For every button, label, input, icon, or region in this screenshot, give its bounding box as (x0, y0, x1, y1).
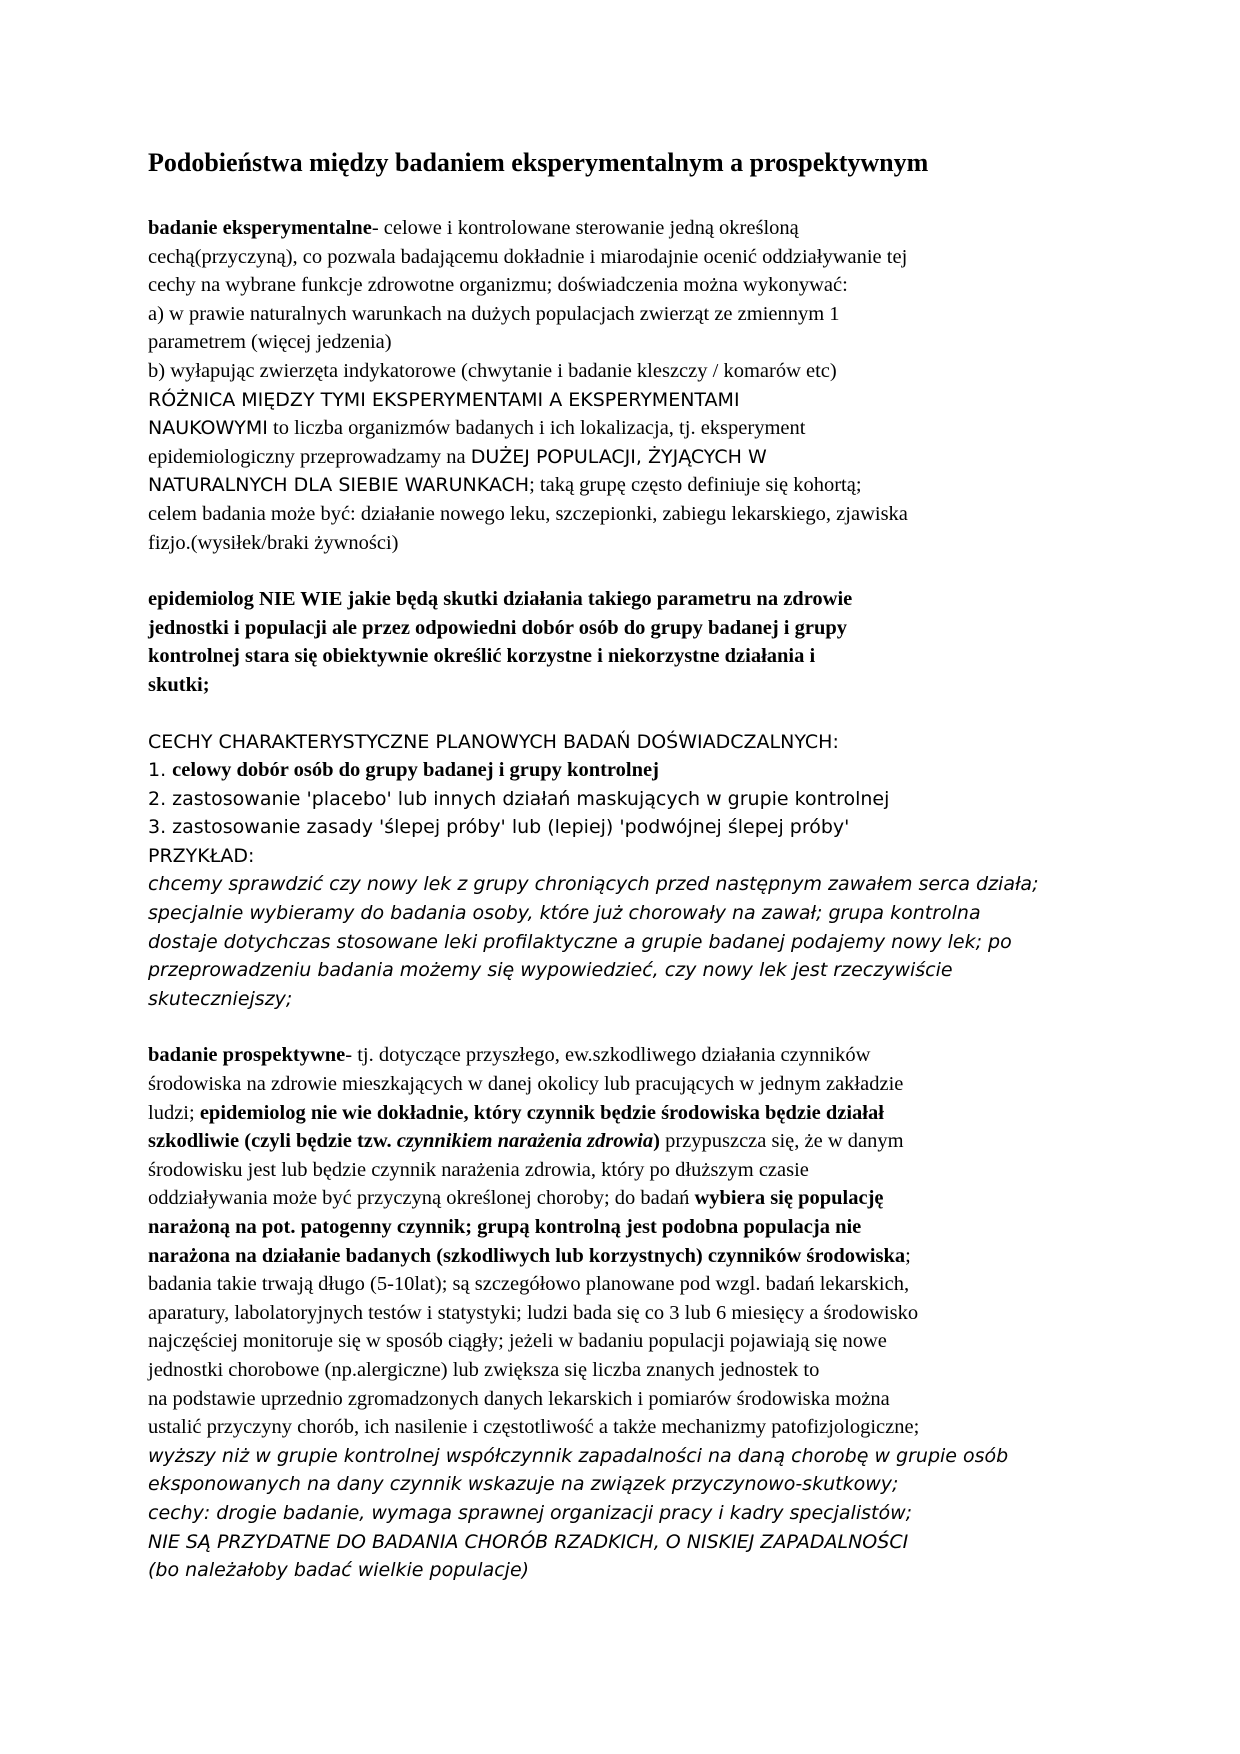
bold-text: ) (653, 1130, 660, 1153)
paragraph-line (148, 443, 1098, 472)
text-span: oddziaływania może być przyczyną określonej choroby; do badań (148, 1187, 695, 1210)
text-span: DUŻEJ POPULACJI, ŻYJĄCYCH W (470, 445, 767, 468)
list-number: 1. (148, 759, 173, 782)
example-line: chcemy sprawdzić czy nowy lek z grupy chroniących przed następnym zawałem serca działa; (148, 873, 1039, 896)
paragraph-line: cechy na wybrane funkcje zdrowotne organizmu; doświadczenia można wykonywać: (148, 274, 848, 297)
paragraph-line (148, 471, 1098, 500)
bold-text: epidemiolog NIE WIE jakie będą skutki działania takiego parametru na zdrowie (148, 588, 853, 611)
text-span: ; (905, 1244, 911, 1267)
italic-line: NIE SĄ PRZYDATNE DO BADANIA CHORÓB RZADKICH, O NISKIEJ ZAPADALNOŚCI (148, 1530, 909, 1553)
italic-line: eksponowanych na dany czynnik wskazuje na związek przyczynowo-skutkowy; (148, 1473, 899, 1496)
term-experimental: badanie eksperymentalne (148, 217, 372, 239)
list-item (148, 756, 1098, 785)
section-experimental (148, 214, 1098, 557)
paragraph-line: b) wyłapując zwierzęta indykatorowe (chwytanie i badanie kleszczy / komarów etc) (148, 359, 837, 382)
bold-text: kontrolnej stara się obiektywnie określić korzystne i niekorzystne działania i (148, 645, 816, 668)
paragraph-line: najczęściej monitoruje się w sposób ciągły; jeżeli w badaniu populacji pojawiają się nowe (148, 1330, 887, 1353)
spacer (148, 1013, 1098, 1041)
list-item: 2. zastosowanie 'placebo' lub innych działań maskujących w grupie kontrolnej (148, 787, 890, 810)
italic-line: wyższy niż w grupie kontrolnej współczynnik zapadalności na daną chorobę w grupie osób (148, 1444, 1009, 1467)
paragraph-line: aparatury, labolatoryjnych testów i statystyki; ludzi bada się co 3 lub 6 miesięcy a środowisko (148, 1301, 919, 1324)
bold-text: epidemiolog nie wie dokładnie, który czynnik będzie środowiska będzie działał (199, 1101, 884, 1124)
paragraph-line (148, 585, 1098, 614)
paragraph-line: fizjo.(wysiłek/braki żywności) (148, 531, 399, 554)
text-span: NAUKOWYMI (148, 417, 268, 440)
text-span: ; taką grupę często definiuje się kohortą; (529, 474, 862, 497)
paragraph-line (148, 1184, 1098, 1213)
text-span: to liczba organizmów badanych i ich lokalizacja, tj. eksperyment (267, 417, 806, 440)
example-line: specjalnie wybieramy do badania osoby, które już chorowały na zawał; grupa kontrolna (148, 902, 981, 925)
bold-text: szkodliwie (czyli będzie tzw. (148, 1130, 397, 1153)
text-span: - tj. dotyczące przyszłego, ew.szkodliwego działania czynników (345, 1044, 871, 1067)
text-span: NATURALNYCH DLA SIEBIE WARUNKACH (148, 474, 530, 497)
paragraph-line (148, 671, 1098, 700)
paragraph-line: środowiska na zdrowie mieszkających w danej okolicy lub pracujących w jednym zakładzie (148, 1073, 904, 1096)
paragraph-line: środowisku jest lub będzie czynnik narażenia zdrowia, który po dłuższym czasie (148, 1158, 809, 1181)
paragraph-line: cechą(przyczyną), co pozwala badającemu dokładnie i miarodajnie ocenić oddziaływanie tej (148, 245, 908, 268)
paragraph-line: RÓŻNICA MIĘDZY TYMI EKSPERYMENTAMI A EKSPERYMENTAMI (148, 388, 740, 411)
spacer (148, 700, 1098, 728)
text-span: epidemiologiczny przeprowadzamy na (148, 445, 471, 468)
spacer (148, 557, 1098, 585)
list-item: 3. zastosowanie zasady 'ślepej próby' lub (lepiej) 'podwójnej ślepej próby' (148, 816, 850, 839)
bold-text: jednostki i populacji ale przez odpowiedni dobór osób do grupy badanej i grupy (148, 616, 848, 639)
bold-paragraph (148, 585, 1098, 699)
bold-italic-text: czynnikiem narażenia zdrowia (396, 1130, 654, 1153)
paragraph-line (148, 214, 1098, 243)
bold-text: wybiera się populację (694, 1187, 884, 1210)
page-title: Podobieństwa między badaniem eksperymentalnym a prospektywnym (148, 148, 929, 177)
paragraph-line (148, 614, 1098, 643)
paragraph-line (148, 1127, 1098, 1156)
paragraph-line: badania takie trwają długo (5-10lat); są szczegółowo planowane pod wzgl. badań lekarskich, (148, 1273, 910, 1296)
text-span: ludzi; (148, 1101, 200, 1124)
paragraph-line (148, 1242, 1098, 1271)
list-item-text: celowy dobór osób do grupy badanej i grupy kontrolnej (172, 759, 659, 782)
paragraph-line: jednostki chorobowe (np.alergiczne) lub zwiększa się liczba znanych jednostek to (148, 1358, 820, 1381)
document-body (148, 146, 1098, 1585)
example-line: dostaje dotychczas stosowane leki profilaktyczne a grupie badanej podajemy nowy lek; po (148, 930, 1012, 953)
example-label: PRZYKŁAD: (148, 844, 255, 867)
paragraph-line (148, 642, 1098, 671)
term-prospective: badanie prospektywne (148, 1044, 346, 1067)
paragraph-line (148, 1213, 1098, 1242)
paragraph-line (148, 1099, 1098, 1128)
bold-text: skutki; (148, 673, 210, 696)
bold-text: narażona na działanie badanych (szkodliwych lub korzystnych) czynników środowiska (148, 1244, 906, 1267)
section-prospective (148, 1041, 1098, 1584)
definition-text: - celowe i kontrolowane sterowanie jedną określoną (371, 217, 799, 239)
text-span: przypuszcza się, że w danym (659, 1130, 904, 1153)
paragraph-line: a) w prawie naturalnych warunkach na dużych populacjach zwierząt ze zmiennym 1 (148, 302, 840, 325)
paragraph-line (148, 1041, 1098, 1070)
paragraph-line: na podstawie uprzednio zgromadzonych danych lekarskich i pomiarów środowiska można (148, 1387, 890, 1410)
example-line: skuteczniejszy; (148, 987, 293, 1010)
paragraph-line: celem badania może być: działanie nowego leku, szczepionki, zabiegu lekarskiego, zjawiska (148, 502, 908, 525)
features-heading: CECHY CHARAKTERYSTYCZNE PLANOWYCH BADAŃ DOŚWIADCZALNYCH: (148, 730, 839, 753)
paragraph-line: parametrem (więcej jedzenia) (148, 331, 392, 354)
example-line: przeprowadzeniu badania możemy się wypowiedzieć, czy nowy lek jest rzeczywiście (148, 959, 953, 982)
bold-text: narażoną na pot. patogenny czynnik; grupą kontrolną jest podobna populacja nie (148, 1216, 862, 1238)
paragraph-line: ustalić przyczyny chorób, ich nasilenie i częstotliwość a także mechanizmy patofizjologiczne; (148, 1416, 920, 1439)
italic-line: cechy: drogie badanie, wymaga sprawnej organizacji pracy i kadry specjalistów; (148, 1501, 913, 1524)
italic-line: (bo należałoby badać wielkie populacje) (148, 1559, 530, 1582)
paragraph-line (148, 414, 1098, 443)
section-features (148, 728, 1098, 1014)
